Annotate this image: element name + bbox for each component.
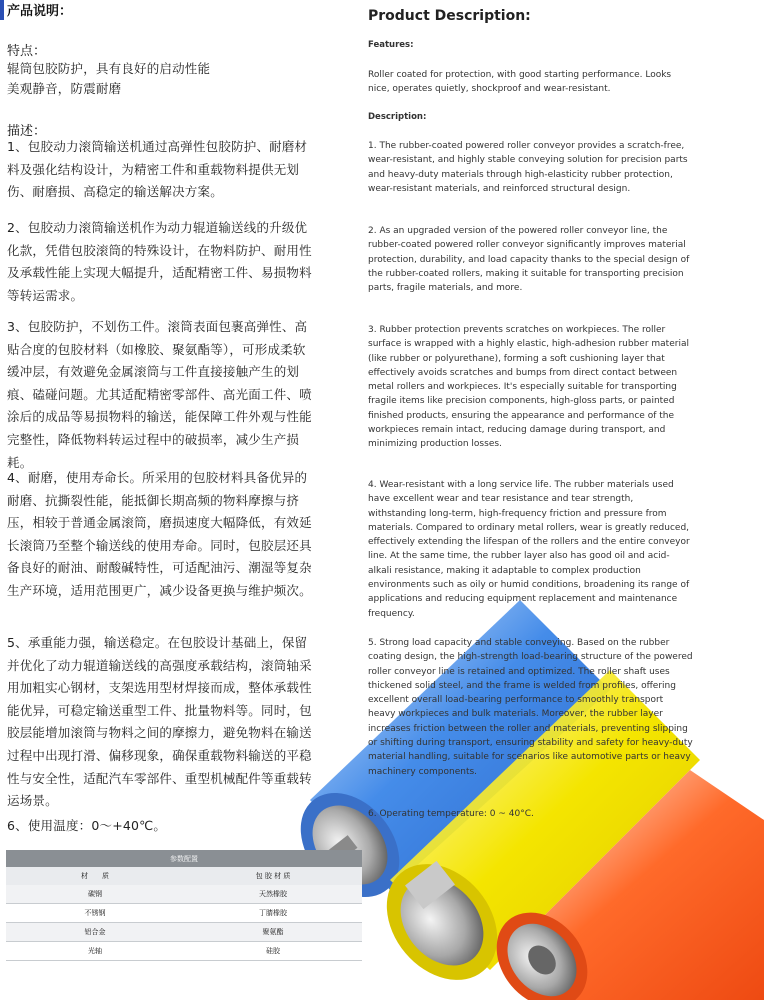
features-heading-en: Features: (368, 40, 414, 50)
spec-header-material: 材 质 (6, 867, 184, 885)
description-paragraph-en: 4. Wear-resistant with a long service life. The rubber materials used have excellent wear and tear resistance and tear strength, withstanding long-term, high-frequency friction and pressure from materials. Compared to ordinary metal rollers, wear is greatly reduced, effectively extending the lifespan of the rollers and the entire conveyor line. At the same time, the rubber layer also has good oil and acid-alkali resistance, making it adaptable to complex production environments such as oily or humid conditions, broadening its range of applications and reducing equipment replacement and maintenance frequency. (368, 480, 690, 619)
description-paragraph-cn: 3、包胶防护，不划伤工件。滚筒表面包裹高弹性、高贴合度的包胶材料（如橡胶、聚氨酯等），可形成柔软缓冲层，有效避免金属滚筒与工件直接接触产生的划痕、磕碰问题。尤其适配精密零部件、高光面工件、喷涂后的成品等易损物料的输送，能保障工件外观与性能完整性，降低物料转运过程中的破损率，减少生产损耗。 (7, 319, 312, 470)
table-row (6, 923, 362, 942)
description-paragraph-en: 5. Strong load capacity and stable conveying. Based on the rubber coating design, the high-strength load-bearing structure of the powered roller conveyor line is retained and optimized. The roller shaft uses thickened solid steel, and the frame is welded from profiles, offering excellent overall load-bearing performance to smoothly transport heavy workpieces and bulk materials. Moreover, the rubber layer increases friction between the roller and materials, preventing slipping or shifting during transport, ensuring stability and safety for heavy-duty material handling, suitable for scenarios like automotive parts or heavy machinery components. (368, 638, 693, 777)
table-row (6, 904, 362, 923)
description-heading-en: Description: (368, 112, 427, 122)
description-paragraph-cn: 2、包胶动力滚筒输送机作为动力辊道输送线的升级优化款，凭借包胶滚筒的特殊设计，在物料防护、耐用性及承载性能上实现大幅提升，适配精密工件、易损物料等转运需求。 (7, 220, 312, 303)
title-accent-bar (0, 0, 4, 20)
description-paragraph-en: 6. Operating temperature: 0 ~ 40°C. (368, 809, 534, 819)
description-paragraph-cn: 6、使用温度：0～+40℃。 (7, 818, 167, 833)
table-cell: 不锈钢 (6, 904, 184, 923)
table-cell: 碳钢 (6, 885, 184, 904)
features-heading-cn: 特点： (7, 44, 47, 59)
description-paragraph-en: 2. As an upgraded version of the powered roller conveyor line, the rubber-coated powered roller conveyor significantly improves material protection, durability, and load capacity thanks to the special design of the rubber-coated rollers, making it suitable for transporting precision parts, fragile materials, and more. (368, 226, 690, 294)
table-row (6, 885, 362, 904)
description-paragraph-en: 3. Rubber protection prevents scratches on workpieces. The roller surface is wrapped with a highly elastic, high-adhesion rubber material (like rubber or polyurethane), forming a soft cushioning layer that effectively avoids scratches and bumps from direct contact between metal rollers and workpieces. It's especially suitable for transporting fragile items like precision components, high-gloss parts, or painted finished products, ensuring the appearance and performance of the workpieces remain intact, reducing damage during transport, and minimizing production losses. (368, 325, 689, 450)
spec-table-caption: 参数配置 (6, 850, 362, 867)
product-description-en-title: Product Description: (368, 8, 531, 24)
description-heading-cn: 描述： (7, 124, 47, 139)
description-paragraph-en: 1. The rubber-coated powered roller conveyor provides a scratch-free, wear-resistant, and highly stable conveying solution for precision parts and heavy-duty materials through high-elasticity rubber protection, wear-resistant materials, and reinforced structural design. (368, 141, 688, 194)
table-cell: 光轴 (6, 942, 184, 961)
table-cell: 天然橡胶 (184, 885, 362, 904)
table-cell: 丁腈橡胶 (184, 904, 362, 923)
table-cell: 聚氨酯 (184, 923, 362, 942)
spec-table (6, 850, 362, 961)
description-paragraph-cn: 5、承重能力强，输送稳定。在包胶设计基础上，保留并优化了动力辊道输送线的高强度承载结构，滚筒轴采用加粗实心钢材，支架选用型材焊接而成，整体承载性能优异，可稳定输送重型工件、批量物料等。同时，包胶层能增加滚筒与物料之间的摩擦力，避免物料在输送过程中出现打滑、偏移现象，确保重载物料输送的平稳性与安全性，适配汽车零部件、重型机械配件等重载转运场景。 (7, 635, 312, 809)
description-paragraph-cn: 1、包胶动力滚筒输送机通过高弹性包胶防护、耐磨材料及强化结构设计，为精密工件和重载物料提供无划伤、耐磨损、高稳定的输送解决方案。 (7, 139, 308, 200)
table-cell: 铝合金 (6, 923, 184, 942)
product-description-cn-title: 产品说明： (7, 4, 73, 19)
table-row (6, 942, 362, 961)
features-text-en: Roller coated for protection, with good starting performance. Looks nice, operates quietly, shockproof and wear-resistant. (368, 70, 672, 95)
feature-item-cn: 辊筒包胶防护，具有良好的启动性能 (7, 61, 211, 76)
spec-header-coating: 包 胶 材 质 (184, 867, 362, 885)
feature-item-cn: 美观静音，防震耐磨 (7, 81, 122, 96)
table-cell: 硅胶 (184, 942, 362, 961)
description-paragraph-cn: 4、耐磨，使用寿命长。所采用的包胶材料具备优异的耐磨、抗撕裂性能，能抵御长期高频的物料摩擦与挤压，相较于普通金属滚筒，磨损速度大幅降低，有效延长滚筒乃至整个输送线的使用寿命。同时，包胶层还具备良好的耐油、耐酸碱特性，可适配油污、潮湿等复杂生产环境，适用范围更广，减少设备更换与维护频次。 (7, 470, 312, 598)
